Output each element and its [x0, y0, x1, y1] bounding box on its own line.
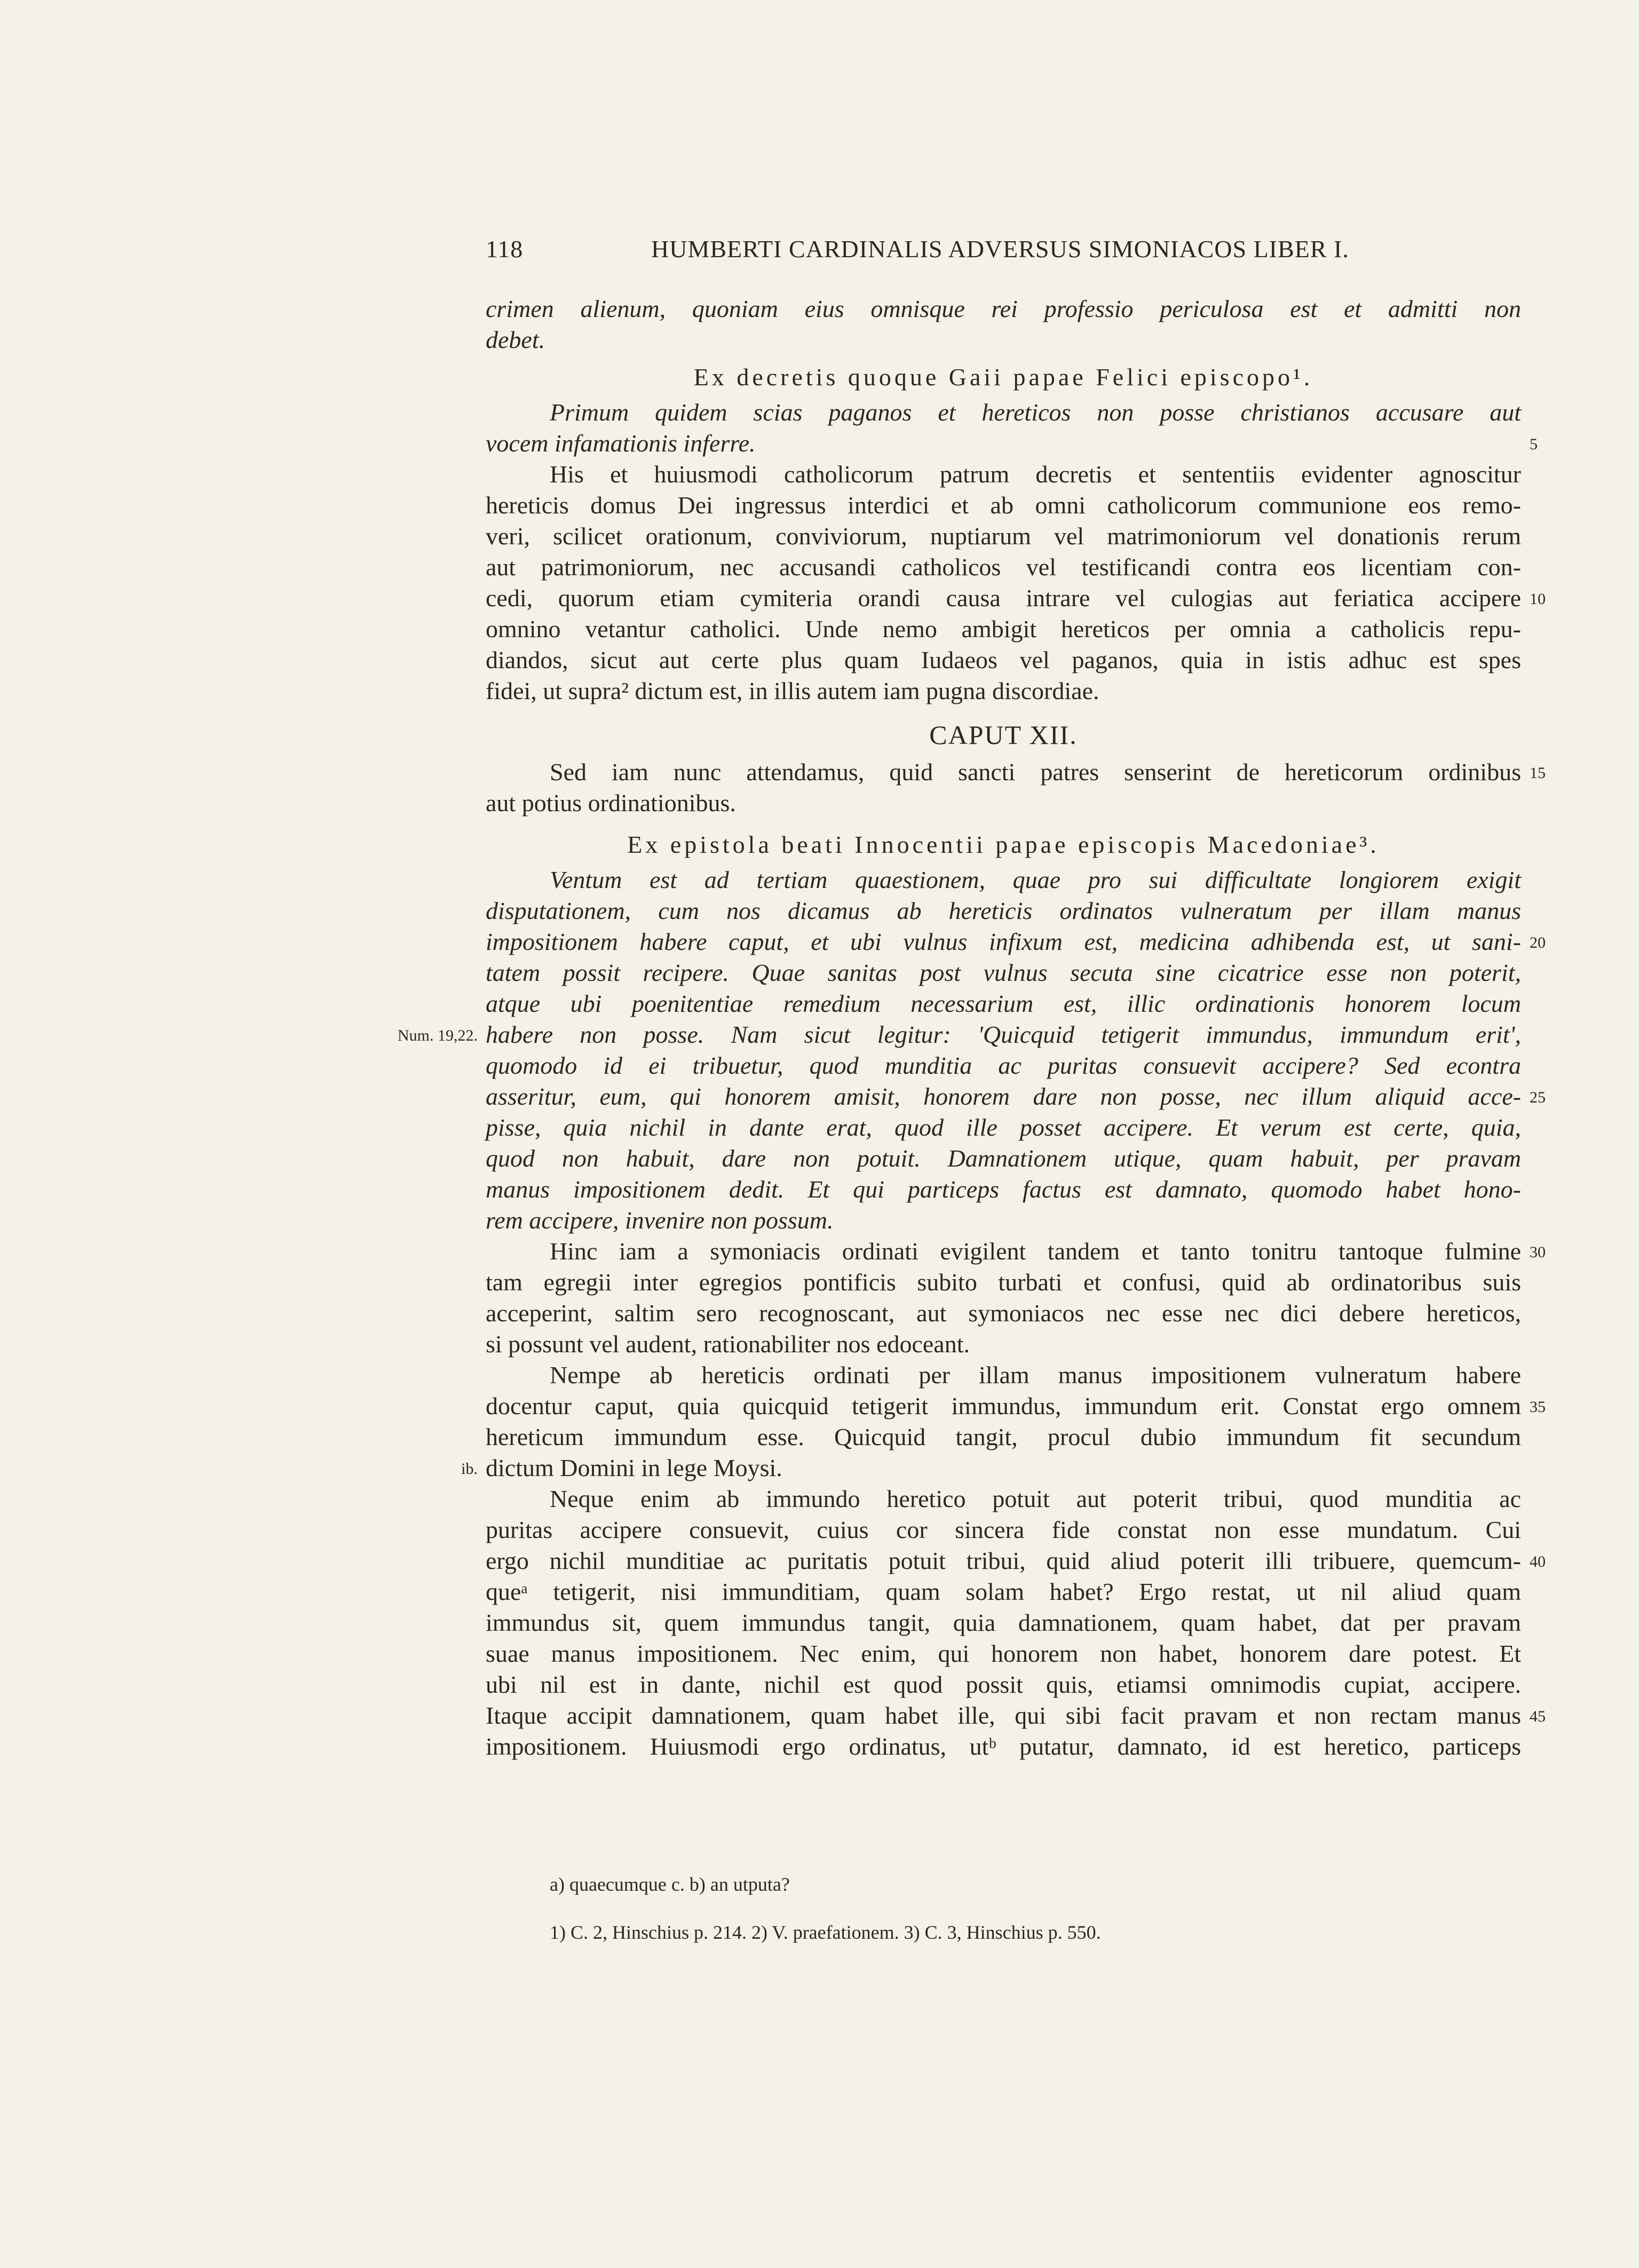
text-line: manus impositionem dedit. Et qui particeps factus est damnato, quomodo habet hono-: [486, 1176, 1521, 1203]
page-number: 118: [486, 235, 524, 263]
text-line: Sed iam nunc attendamus, quid sancti patres senserint de hereticorum ordinibus: [550, 758, 1521, 786]
text-line: quod non habuit, dare non potuit. Damnationem utique, quam habuit, per pravam: [486, 1145, 1521, 1172]
text-line: impositionem. Huiusmodi ergo ordinatus, utᵇ putatur, damnato, id est heretico, particeps: [486, 1733, 1521, 1760]
text-line: tatem possit recipere. Quae sanitas post vulnus secuta sine cicatrice esse non poterit,: [486, 959, 1521, 986]
text-line: si possunt vel audent, rationabiliter nos edoceant.: [486, 1330, 970, 1358]
text-line: atque ubi poenitentiae remedium necessarium est, illic ordinationis honorem locum: [486, 990, 1521, 1017]
text-line: rem accipere, invenire non possum.: [486, 1207, 834, 1234]
text-line: vocem infamationis inferre.: [486, 430, 756, 457]
text-line: impositionem habere caput, et ubi vulnus infixum est, medicina adhibenda est, ut sani-: [486, 928, 1521, 955]
text-line: asseritur, eum, qui honorem amisit, honorem dare non posse, nec illum aliquid acce-: [486, 1083, 1521, 1110]
text-line: puritas accipere consuevit, cuius cor sincera fide constat non esse mundatum. Cui: [486, 1516, 1521, 1543]
line-number: 35: [1530, 1398, 1546, 1416]
text-line: Ex decretis quoque Gaii papae Felici episcopo¹.: [693, 363, 1313, 391]
text-line: queᵃ tetigerit, nisi immunditiam, quam solam habet? Ergo restat, ut nil aliud quam: [486, 1578, 1521, 1605]
line-number: 20: [1530, 934, 1546, 951]
text-line: cedi, quorum etiam cymiteria orandi causa intrare vel culogias aut feriatica accipere: [486, 584, 1521, 612]
text-line: omnino vetantur catholici. Unde nemo ambigit hereticos per omnia a catholicis repu-: [486, 615, 1521, 643]
running-title: HUMBERTI CARDINALIS ADVERSUS SIMONIACOS LIBER I.: [651, 235, 1349, 263]
margin-reference: ib.: [461, 1460, 478, 1478]
text-line: acceperint, saltim sero recognoscant, aut symoniacos nec esse nec dici debere hereticos,: [486, 1299, 1521, 1327]
text-line: ergo nichil munditiae ac puritatis potuit tribui, quid aliud poterit illi tribuere, quemcum-: [486, 1547, 1521, 1574]
text-line: ubi nil est in dante, nichil est quod possit quis, etiamsi omnimodis cupiat, accipere.: [486, 1671, 1521, 1698]
line-number: 40: [1530, 1553, 1546, 1571]
text-line: Ex epistola beati Innocentii papae episcopis Macedoniae³.: [627, 831, 1380, 858]
text-line: Hinc iam a symoniacis ordinati evigilent tandem et tanto tonitru tantoque fulmine: [550, 1238, 1521, 1265]
line-number: 15: [1530, 764, 1546, 782]
running-header: [486, 235, 1564, 272]
text-line: quomodo id ei tribuetur, quod munditia ac puritas consuevit accipere? Sed econtra: [486, 1052, 1521, 1079]
text-line: hereticum immundum esse. Quicquid tangit, procul dubio immundum fit secundum: [486, 1423, 1521, 1450]
variant-notes: a) quaecumque c. b) an utputa?: [550, 1874, 790, 1895]
text-line: disputationem, cum nos dicamus ab hereticis ordinatos vulneratum per illam manus: [486, 897, 1521, 924]
text-line: debet.: [486, 326, 545, 353]
line-number: 25: [1530, 1089, 1546, 1106]
text-line: Ventum est ad tertiam quaestionem, quae pro sui difficultate longiorem exigit: [550, 866, 1521, 893]
margin-reference: Num. 19,22.: [398, 1027, 478, 1044]
line-number: 10: [1530, 590, 1546, 608]
text-line: hereticis domus Dei ingressus interdici et ab omni catholicorum communione eos remo-: [486, 491, 1521, 519]
text-line: Primum quidem scias paganos et hereticos non posse christianos accusare aut: [550, 399, 1521, 426]
text-line: pisse, quia nichil in dante erat, quod ille posset accipere. Et verum est certe, quia,: [486, 1114, 1521, 1141]
text-line: diandos, sicut aut certe plus quam Iudaeos vel paganos, quia in istis adhuc est spes: [486, 646, 1521, 673]
text-line: dictum Domini in lege Moysi.: [486, 1454, 782, 1481]
text-line: veri, scilicet orationum, conviviorum, nuptiarum vel matrimoniorum vel donationis rerum: [486, 522, 1521, 550]
text-line: aut patrimoniorum, nec accusandi catholicos vel testificandi contra eos licentiam con-: [486, 553, 1521, 581]
text-line: fidei, ut supra² dictum est, in illis autem iam pugna discordiae.: [486, 677, 1099, 704]
text-line: His et huiusmodi catholicorum patrum decretis et sententiis evidenter agnoscitur: [550, 461, 1521, 488]
text-line: CAPUT XII.: [929, 720, 1078, 750]
line-number: 5: [1530, 435, 1538, 453]
line-number: 30: [1530, 1243, 1546, 1261]
text-line: habere non posse. Nam sicut legitur: 'Quicquid tetigerit immundus, immundum erit',: [486, 1021, 1521, 1048]
text-line: suae manus impositionem. Nec enim, qui honorem non habet, honorem dare potest. Et: [486, 1640, 1521, 1667]
text-line: Neque enim ab immundo heretico potuit aut poterit tribui, quod munditia ac: [550, 1485, 1521, 1512]
text-line: Itaque accipit damnationem, quam habet ille, qui sibi facit pravam et non rectam manus: [486, 1702, 1521, 1729]
text-line: crimen alienum, quoniam eius omnisque rei professio periculosa est et admitti non: [486, 295, 1521, 322]
source-notes: 1) C. 2, Hinschius p. 214. 2) V. praefationem. 3) C. 3, Hinschius p. 550.: [550, 1922, 1101, 1943]
text-line: tam egregii inter egregios pontificis subito turbati et confusi, quid ab ordinatoribus suis: [486, 1268, 1521, 1296]
text-line: immundus sit, quem immundus tangit, quia damnationem, quam habet, dat per pravam: [486, 1609, 1521, 1636]
text-line: Nempe ab hereticis ordinati per illam manus impositionem vulneratum habere: [550, 1361, 1521, 1389]
text-line: docentur caput, quia quicquid tetigerit immundus, immundum erit. Constat ergo omnem: [486, 1392, 1521, 1420]
text-line: aut potius ordinationibus.: [486, 789, 736, 816]
line-number: 45: [1530, 1708, 1546, 1725]
